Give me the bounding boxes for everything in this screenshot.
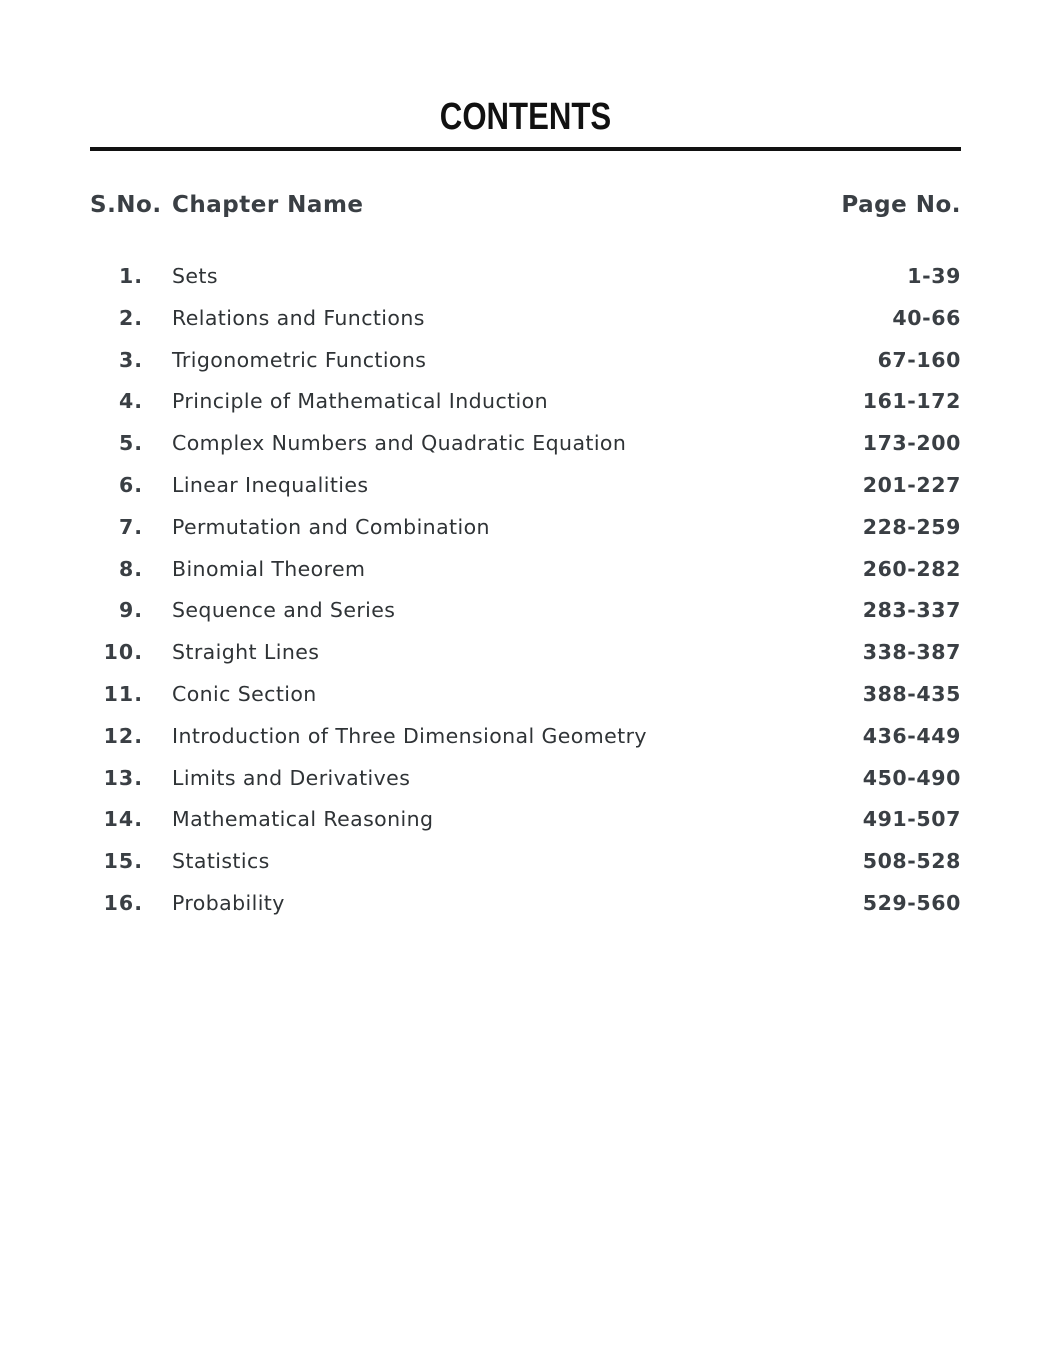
chapter-pages: 201-227 [862,472,961,497]
chapter-pages: 1-39 [907,264,961,288]
table-header [90,192,961,228]
chapter-pages: 508-528 [862,849,961,874]
chapter-name: Binomial Theorem [172,556,366,581]
chapter-row[interactable] [90,429,961,471]
chapter-name: Limits and Derivatives [172,765,411,790]
chapter-row[interactable] [90,722,961,764]
chapter-name: Introduction of Three Dimensional Geometry [172,723,647,748]
chapter-row[interactable] [90,387,961,429]
chapter-sno: 5. [118,431,143,456]
chapter-sno: 2. [118,305,143,330]
chapter-sno: 6. [118,472,143,497]
chapter-pages: 40-66 [892,305,961,330]
chapter-pages: 161-172 [862,389,961,414]
chapter-name: Permutation and Combination [172,514,490,539]
chapter-sno: 14. [103,807,143,832]
chapter-name: Principle of Mathematical Induction [172,389,548,414]
chapter-row[interactable] [90,805,961,847]
chapter-name: Trigonometric Functions [172,347,427,372]
chapter-row[interactable] [90,764,961,806]
header-sno: S.No. [90,192,162,218]
chapter-name: Statistics [172,849,270,874]
chapter-row[interactable] [90,680,961,722]
chapter-pages: 436-449 [862,723,961,748]
chapter-name: Mathematical Reasoning [172,807,434,832]
chapter-row[interactable] [90,304,961,346]
chapter-name: Linear Inequalities [172,472,369,497]
chapter-row[interactable] [90,847,961,889]
chapter-pages: 67-160 [877,347,961,372]
chapter-row[interactable] [90,596,961,638]
chapter-sno: 3. [118,347,143,372]
chapter-pages: 388-435 [862,681,961,706]
chapter-sno: 15. [103,849,143,874]
chapter-sno: 7. [118,514,143,539]
chapter-sno: 10. [103,640,143,665]
chapter-pages: 450-490 [862,765,961,790]
chapter-sno: 1. [118,264,143,288]
chapter-row[interactable] [90,346,961,388]
page-title: CONTENTS [439,96,612,138]
chapter-sno: 11. [103,681,143,706]
chapter-row[interactable] [90,262,961,304]
chapter-name: Sets [172,264,218,288]
chapter-row[interactable] [90,471,961,513]
chapter-pages: 529-560 [862,890,961,915]
chapter-name: Sequence and Series [172,598,396,623]
chapter-list [90,262,961,931]
chapter-pages: 260-282 [862,556,961,581]
chapter-row[interactable] [90,889,961,931]
chapter-pages: 228-259 [862,514,961,539]
chapter-name: Conic Section [172,681,317,706]
chapter-name: Complex Numbers and Quadratic Equation [172,431,627,456]
chapter-row[interactable] [90,513,961,555]
chapter-sno: 8. [118,556,143,581]
chapter-name: Probability [172,890,285,915]
chapter-sno: 13. [103,765,143,790]
chapter-name: Relations and Functions [172,305,425,330]
title-divider [90,147,961,151]
header-page-no: Page No. [841,192,961,218]
chapter-row[interactable] [90,638,961,680]
header-chapter-name: Chapter Name [172,192,364,218]
chapter-pages: 338-387 [862,640,961,665]
chapter-sno: 4. [118,389,143,414]
chapter-sno: 9. [118,598,143,623]
chapter-pages: 283-337 [862,598,961,623]
chapter-sno: 16. [103,890,143,915]
chapter-pages: 173-200 [862,431,961,456]
chapter-row[interactable] [90,555,961,597]
chapter-name: Straight Lines [172,640,320,665]
chapter-sno: 12. [103,723,143,748]
chapter-pages: 491-507 [862,807,961,832]
